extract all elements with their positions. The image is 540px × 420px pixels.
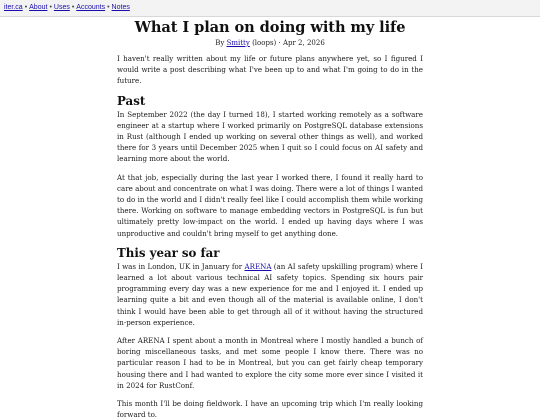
section-heading-past: Past xyxy=(117,93,146,108)
nav-link-notes[interactable]: Notes xyxy=(111,4,130,11)
nav-separator: • xyxy=(24,4,28,11)
nav-separator: • xyxy=(71,4,75,11)
author-link[interactable]: Smitty xyxy=(226,39,250,47)
nav-link-about[interactable]: About xyxy=(29,4,48,11)
nav-separator: • xyxy=(107,4,110,11)
byline-meta: (loops) · Apr 2, 2026 xyxy=(252,39,325,47)
paragraph: After ARENA I spent about a month in Montreal where I mostly handled a bunch of boring miscellaneous tasks, and met some people I know there. There was no particular reason I had to be in Montreal, but you can get fairly cheap temporary housing there and I had wanted to explore the city some more ever since I visited it in 2024 for RustConf. xyxy=(117,336,423,390)
top-nav xyxy=(0,0,540,17)
nav-link-uses[interactable]: Uses xyxy=(53,4,70,11)
nav-link-accounts[interactable]: Accounts xyxy=(76,4,106,11)
section-heading-this-year: This year so far xyxy=(117,245,220,260)
paragraph: This month I'll be doing fieldwork. I have an upcoming trip which I'm really looking forward to. xyxy=(117,399,423,420)
byline-prefix: By xyxy=(215,39,225,47)
paragraph xyxy=(117,261,423,328)
post-title: What I plan on doing with my life xyxy=(134,19,406,36)
article xyxy=(117,19,423,420)
paragraph: At that job, especially during the last year I worked there, I found it really hard to care about and concentrate on what I was doing. There were a lot of things I wanted to do in the world and I didn't really feel like I could accomplish them while working there. Working on software to manage embedding vectors in PostgreSQL is fun but ultimately pretty low-impact on the world. I ended up having days where I was unproductive and couldn't bring myself to get anything done. xyxy=(117,172,423,238)
byline xyxy=(117,37,423,49)
nav-home-link[interactable]: iter.ca xyxy=(4,4,23,11)
text-run: (an AI safety upskilling program) where I learned a lot about various technical AI safety topics. Spending six hours pair programming every day was a new experience for me and I enjoyed it. I ended up learning quite a bit and even though all of the material is available online, I don't think I would have been able to get through all of it without having the structured in-person experience. xyxy=(117,261,423,327)
paragraph: In September 2022 (the day I turned 18), I started working remotely as a software engineer at a startup where I worked primarily on PostgreSQL database extensions in Rust (although I ended up working on several other things as well), and worked there for 3 years until December 2025 when I quit so I could focus on AI safety and learning more about the world. xyxy=(117,109,423,164)
text-run: I was in London, UK in January for xyxy=(117,261,245,271)
nav-separator: • xyxy=(49,4,52,11)
arena-link[interactable]: ARENA xyxy=(244,261,272,271)
intro-paragraph: I haven't really written about my life or future plans anywhere yet, so I figured I would write a post describing what I've been up to and what I'm going to do in the future. xyxy=(117,54,423,86)
